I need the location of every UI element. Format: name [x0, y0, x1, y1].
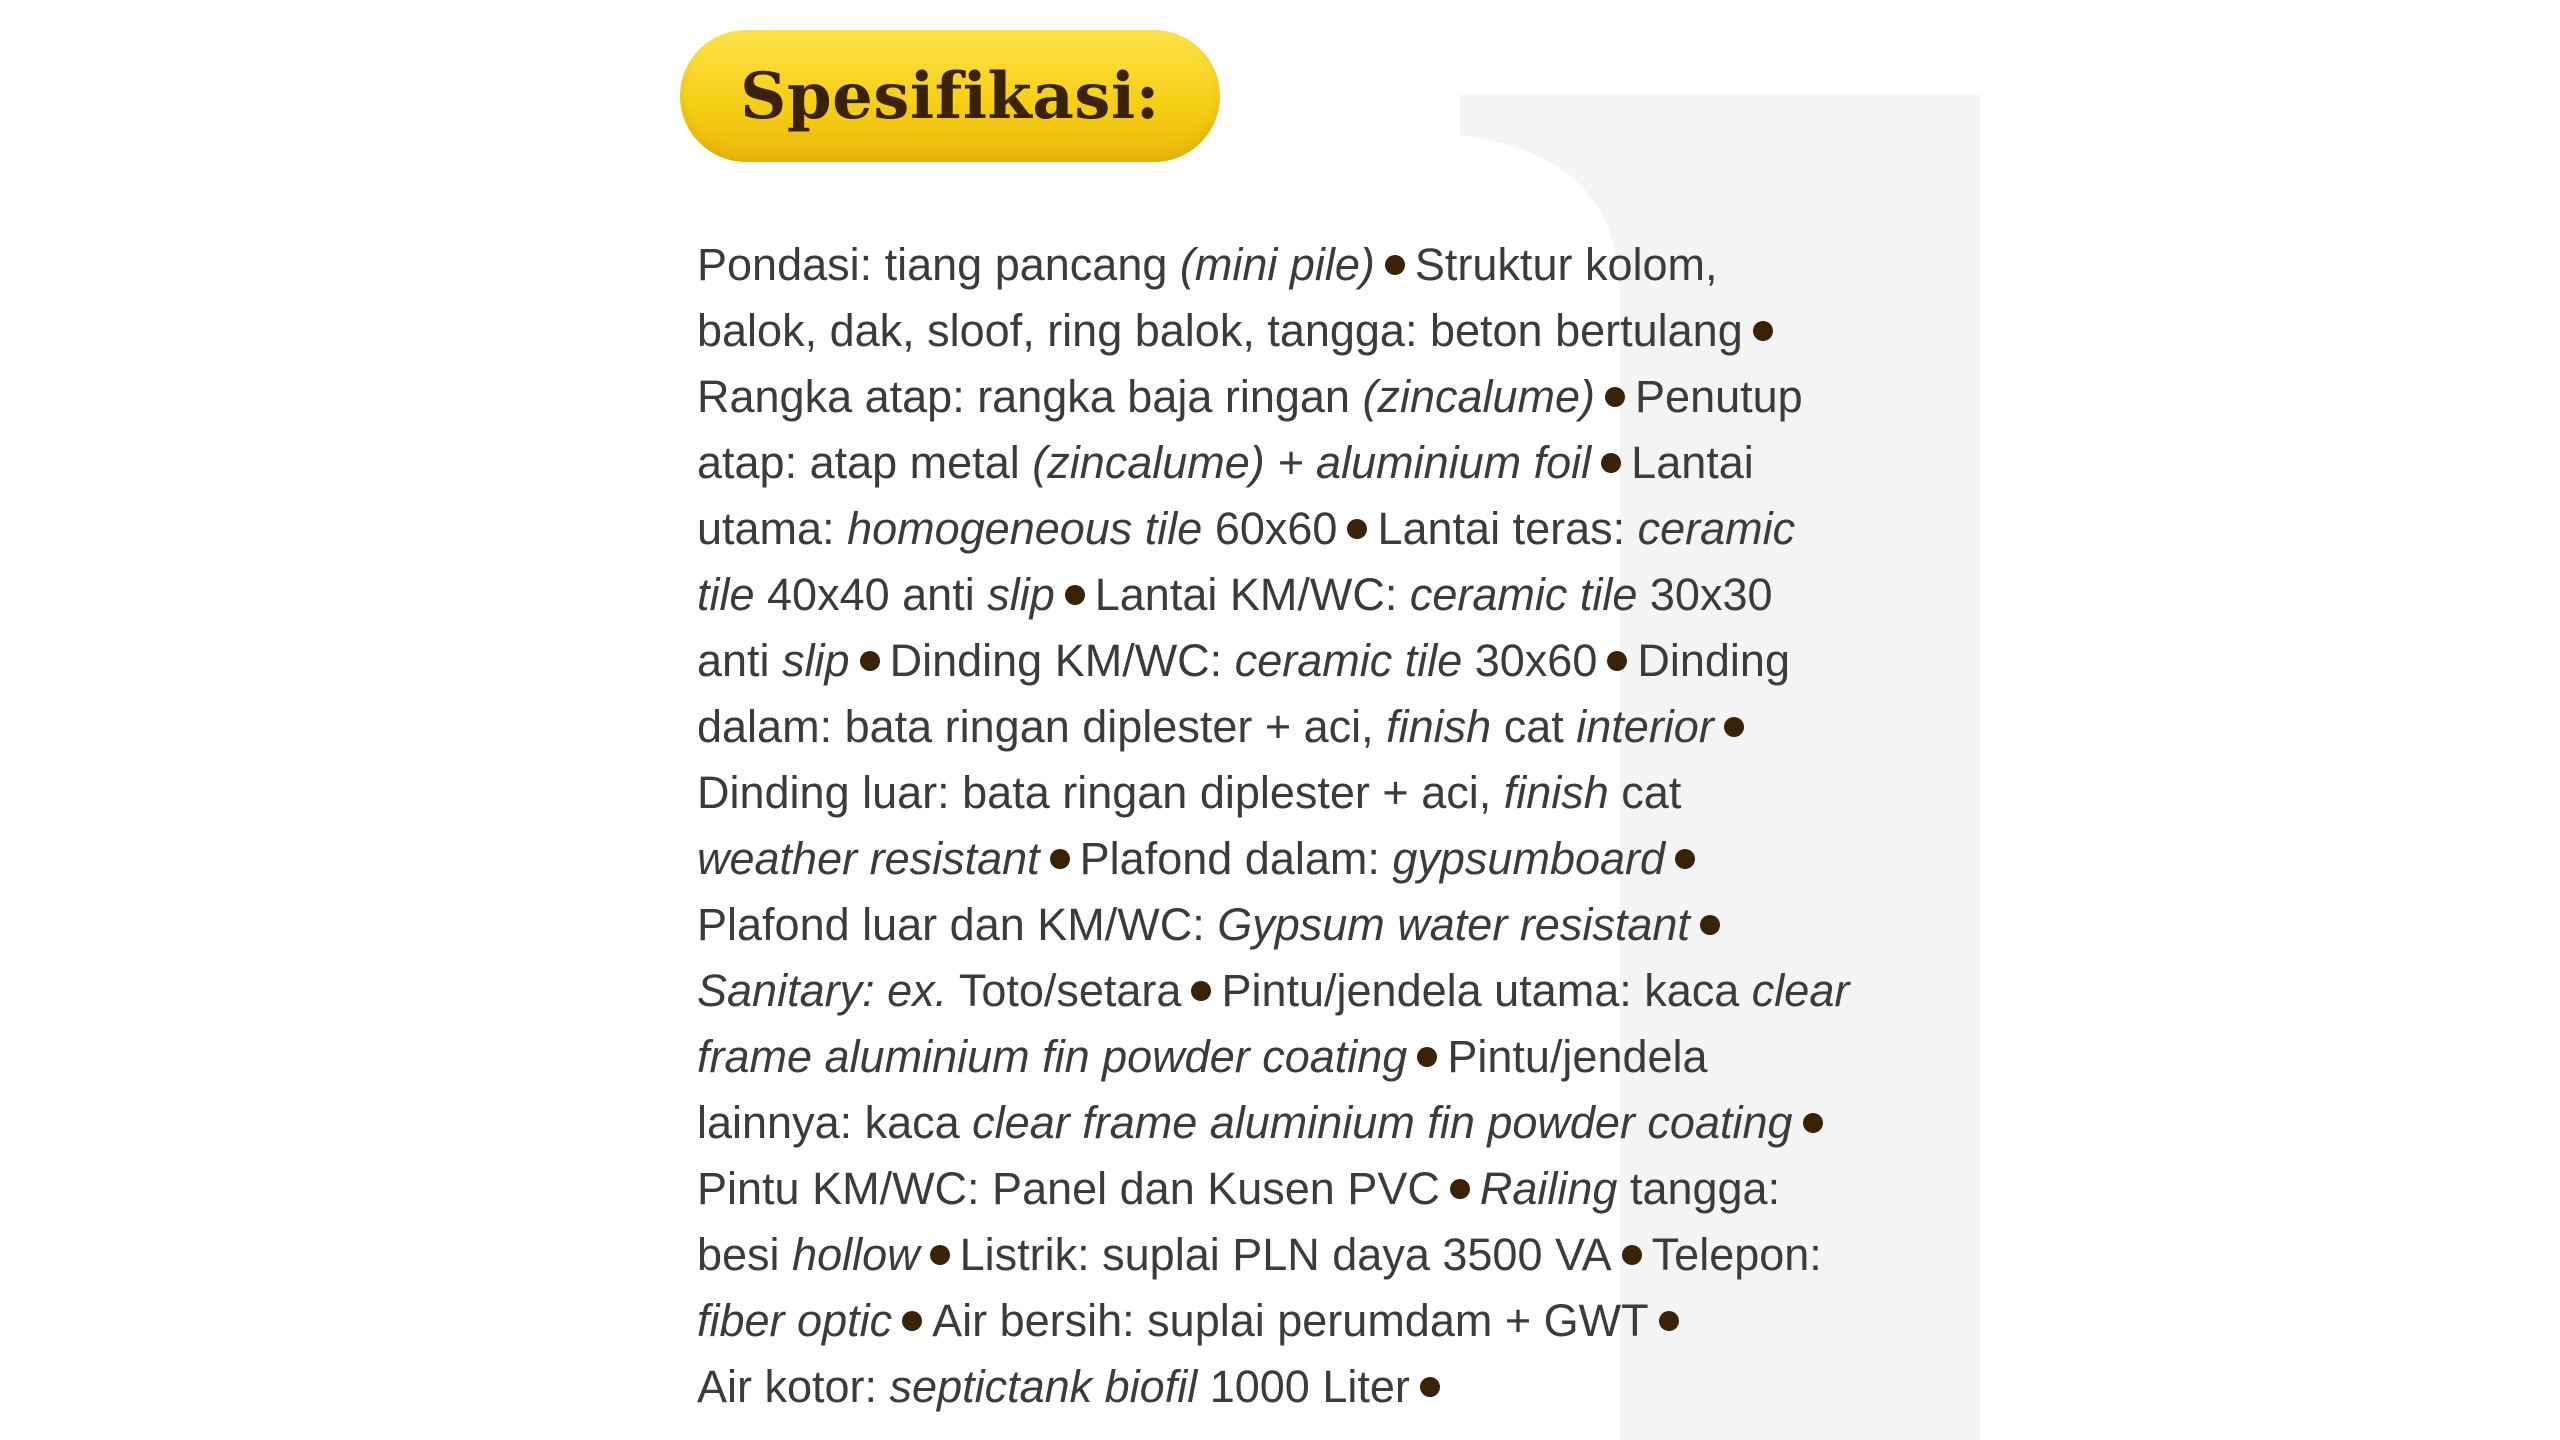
spec-text: Lantai [1631, 437, 1754, 488]
spec-text: Air kotor: [697, 1361, 890, 1412]
spec-text: atap: atap metal [697, 437, 1033, 488]
spec-line [697, 364, 1897, 430]
spec-text: Telepon: [1651, 1229, 1822, 1280]
spec-text: Dinding luar: bata ringan diplester + aci, [697, 767, 1504, 818]
spec-text: Air bersih: suplai perumdam + GWT [932, 1295, 1649, 1346]
bullet-dot-icon [1659, 1311, 1679, 1331]
spec-term-italic: tile [697, 569, 755, 620]
spec-term-italic: finish [1386, 701, 1492, 752]
bullet-dot-icon [1347, 519, 1367, 539]
spec-text: Plafond dalam: [1079, 833, 1393, 884]
spec-term-italic: slip [987, 569, 1055, 620]
spec-term-italic: finish [1503, 767, 1609, 818]
spec-line [697, 1222, 1897, 1288]
spec-text: Toto/setara [947, 965, 1182, 1016]
bullet-dot-icon [1753, 321, 1773, 341]
bullet-dot-icon [1385, 255, 1405, 275]
spec-text: Plafond luar dan KM/WC: [697, 899, 1218, 950]
spec-text: Dinding [1637, 635, 1790, 686]
spec-term-italic: (zincalume) [1362, 371, 1596, 422]
spec-text: cat [1491, 701, 1577, 752]
spec-text: Pondasi: tiang pancang [697, 239, 1180, 290]
specification-text [697, 232, 1897, 1420]
spec-term-italic: slip [782, 635, 850, 686]
spec-text: 40x40 anti [754, 569, 988, 620]
spec-term-italic: (zincalume) + aluminium foil [1032, 437, 1592, 488]
spec-text: Pintu/jendela [1447, 1031, 1708, 1082]
spec-text: Pintu KM/WC: Panel dan Kusen PVC [697, 1163, 1440, 1214]
spec-line [697, 958, 1897, 1024]
spec-text: Lantai KM/WC: [1094, 569, 1410, 620]
bullet-dot-icon [1607, 651, 1627, 671]
spec-line [697, 1354, 1897, 1420]
spec-line [697, 562, 1897, 628]
spec-term-italic: Railing [1479, 1163, 1618, 1214]
bullet-dot-icon [1417, 1047, 1437, 1067]
spec-text: Pintu/jendela utama: kaca [1221, 965, 1752, 1016]
spec-term-italic: hollow [792, 1229, 920, 1280]
spec-term-italic: gypsumboard [1392, 833, 1666, 884]
spec-text: besi [697, 1229, 793, 1280]
spec-term-italic: ceramic tile [1234, 635, 1463, 686]
bullet-dot-icon [902, 1311, 922, 1331]
bullet-dot-icon [1191, 981, 1211, 1001]
spec-line [697, 232, 1897, 298]
spec-term-italic: (mini pile) [1179, 239, 1375, 290]
spec-line [697, 430, 1897, 496]
spec-text: anti [697, 635, 783, 686]
spec-text: 30x60 [1462, 635, 1598, 686]
bullet-dot-icon [1065, 585, 1085, 605]
spec-text: Dinding KM/WC: [889, 635, 1235, 686]
spec-text: dalam: bata ringan diplester + aci, [697, 701, 1387, 752]
bullet-dot-icon [1601, 453, 1621, 473]
spec-text: balok, dak, sloof, ring balok, tangga: beton bertulang [697, 305, 1743, 356]
spec-term-italic: clear [1751, 965, 1850, 1016]
page-title: Spesifikasi: [740, 58, 1160, 134]
spec-text: 30x30 [1637, 569, 1773, 620]
spec-text: Lantai teras: [1377, 503, 1638, 554]
spec-line [697, 892, 1897, 958]
spec-term-italic: Gypsum water resistant [1217, 899, 1690, 950]
spec-line [697, 694, 1897, 760]
spec-text: Listrik: suplai PLN daya 3500 VA [959, 1229, 1612, 1280]
spec-line [697, 760, 1897, 826]
bullet-dot-icon [1803, 1113, 1823, 1133]
spec-line [697, 1156, 1897, 1222]
spec-term-italic: clear frame aluminium fin powder coating [972, 1097, 1793, 1148]
spec-line [697, 1288, 1897, 1354]
spec-line [697, 1090, 1897, 1156]
spec-line [697, 826, 1897, 892]
spec-text: cat [1608, 767, 1682, 818]
spec-term-italic: interior [1576, 701, 1714, 752]
spec-term-italic: Sanitary: ex. [697, 965, 948, 1016]
spec-text: utama: [697, 503, 848, 554]
spec-line [697, 496, 1897, 562]
spec-term-italic: ceramic [1637, 503, 1796, 554]
bullet-dot-icon [1450, 1179, 1470, 1199]
spec-text: 60x60 [1202, 503, 1338, 554]
spec-line [697, 1024, 1897, 1090]
spec-line [697, 298, 1897, 364]
spec-text: Struktur kolom, [1414, 239, 1718, 290]
spec-text: Penutup [1635, 371, 1803, 422]
bullet-dot-icon [1622, 1245, 1642, 1265]
spec-text: lainnya: kaca [697, 1097, 973, 1148]
spec-term-italic: weather resistant [697, 833, 1040, 884]
bullet-dot-icon [1420, 1377, 1440, 1397]
bullet-dot-icon [1700, 915, 1720, 935]
bullet-dot-icon [1675, 849, 1695, 869]
spec-text: tangga: [1617, 1163, 1781, 1214]
bullet-dot-icon [1050, 849, 1070, 869]
spec-term-italic: ceramic tile [1409, 569, 1638, 620]
spec-term-italic: septictank biofil [889, 1361, 1198, 1412]
spec-line [697, 628, 1897, 694]
bullet-dot-icon [860, 651, 880, 671]
bullet-dot-icon [930, 1245, 950, 1265]
spec-term-italic: homogeneous tile [847, 503, 1203, 554]
spec-term-italic: frame aluminium fin powder coating [697, 1031, 1408, 1082]
spec-text: 1000 Liter [1197, 1361, 1410, 1412]
spec-term-italic: fiber optic [697, 1295, 893, 1346]
bullet-dot-icon [1605, 387, 1625, 407]
title-badge [680, 30, 1220, 162]
bullet-dot-icon [1724, 717, 1744, 737]
spec-text: Rangka atap: rangka baja ringan [697, 371, 1363, 422]
